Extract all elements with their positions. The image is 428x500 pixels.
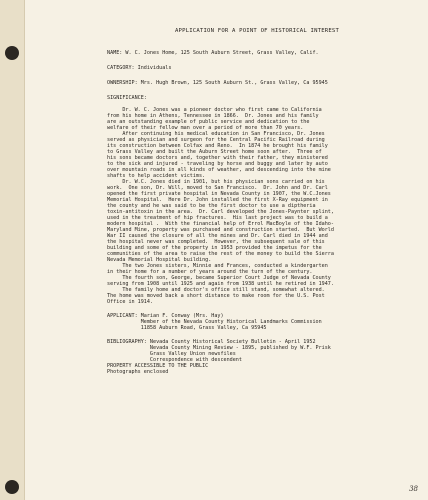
significance-line: opened the first private hospital in Nevada County in 1907, the W.C.Jones	[107, 191, 331, 197]
significance-line: his sons became doctors and, together with their father, they ministered	[107, 155, 328, 161]
significance-line: its construction between Colfax and Reno. In 1874 he brought his family	[107, 143, 328, 149]
photographs-note: Photographs enclosed	[107, 369, 169, 375]
applicant-line: APPLICANT: Marian F. Conway (Mrs. Hay)	[107, 313, 224, 319]
category-field: CATEGORY: Individuals	[107, 65, 172, 71]
significance-line: work. One son, Dr. Will, moved to San Francisco. Dr. John and Dr. Carl	[107, 185, 328, 191]
bibliography-line: Correspondence with descendent	[107, 357, 242, 363]
significance-line: The two Jones sisters, Minnie and Frances, conducted a kindergarten	[107, 263, 328, 269]
significance-line: shafts to help accident victims.	[107, 173, 206, 179]
name-field: NAME: W. C. Jones Home, 125 South Auburn Street, Grass Valley, Calif.	[107, 50, 319, 56]
significance-line: Nevada Memorial Hospital building.	[107, 257, 212, 263]
page-number: 38	[409, 485, 418, 493]
document-page	[25, 0, 428, 500]
significance-line: are an outstanding example of public service and dedication to the	[107, 119, 310, 125]
significance-line: modern hospital . With the financial help of Errol MacBoyle of the Idaho-	[107, 221, 334, 227]
significance-line: the hospital never was completed. However, the subsequent sale of this	[107, 239, 325, 245]
binder-strip	[0, 0, 25, 500]
ownership-field: OWNERSHIP: Mrs. Hugh Brown, 125 South Auburn St., Grass Valley, Ca 95945	[107, 80, 328, 86]
significance-line: Dr. W. C. Jones was a pioneer doctor who first came to California	[107, 107, 322, 113]
significance-line: in their home for a number of years around the turn of the century.	[107, 269, 313, 275]
significance-line: War II caused the closure of all the mines and Dr. Carl died in 1944 and	[107, 233, 328, 239]
significance-line: The home was moved back a short distance to make room for the U.S. Post	[107, 293, 325, 299]
bibliography-section	[107, 339, 407, 363]
applicant-line: Member of the Nevada County Historical Landmarks Commission	[107, 319, 322, 325]
significance-line: the county and he was said to be the first doctor to use a diptheria	[107, 203, 316, 209]
applicant-section	[107, 313, 407, 331]
significance-line: serving from 1908 until 1925 and again from 1938 until he retired in 1947.	[107, 281, 334, 287]
significance-line: Maryland Mine, property was purchased and construction started. But World	[107, 227, 334, 233]
binder-hole	[5, 46, 19, 60]
significance-line: to Grass Valley and built the Auburn Street home soon after. Three of	[107, 149, 322, 155]
significance-line: from his home in Athens, Tennessee in 1866. Dr. Jones and his family	[107, 113, 319, 119]
significance-line: served as physician and surgeon for the Central Pacific Railroad during	[107, 137, 325, 143]
significance-heading: SIGNIFICANCE:	[107, 95, 147, 101]
significance-line: toxin-antitoxin in the area. Dr. Carl developed the Jones-Paynter splint,	[107, 209, 334, 215]
significance-line: building and some of the property in 1953 provided the impetus for the	[107, 245, 322, 251]
significance-line: used in the treatment of hip fractures. His last project was to build a	[107, 215, 328, 221]
significance-line: communities of the area to raise the rest of the money to build the Sierra	[107, 251, 334, 257]
binder-hole	[5, 480, 19, 494]
significance-line: to the sick and injured - traveling by horse and buggy and later by auto	[107, 161, 328, 167]
bibliography-line: BIBLIOGRAPHY: Nevada County Historical Society Bulletin - April 1952	[107, 339, 316, 345]
significance-line: The fourth son, George, became Superior Court Judge of Nevada County	[107, 275, 331, 281]
document-title: APPLICATION FOR A POINT OF HISTORICAL INTEREST	[174, 28, 340, 34]
application-form	[107, 28, 407, 375]
significance-line: Office in 1914.	[107, 299, 154, 305]
significance-line: Dr. W.C. Jones died in 1901, but his physician sons carried on his	[107, 179, 325, 185]
significance-line: welfare of their fellow man over a period of more than 70 years.	[107, 125, 304, 131]
significance-line: After continuing his medical education in San Francisco, Dr. Jones	[107, 131, 325, 137]
significance-line: over mountain roads in all kinds of weather, and descending into the mine	[107, 167, 331, 173]
bibliography-line: Grass Valley Union newsfiles	[107, 351, 236, 357]
bibliography-line: Nevada County Mining Review - 1895, published by W.F. Prisk	[107, 345, 331, 351]
accessible-note: PROPERTY ACCESSIBLE TO THE PUBLIC	[107, 363, 209, 369]
significance-line: The family home and doctor's office still stand, somewhat altered.	[107, 287, 325, 293]
significance-line: Memorial Hospital. Here Dr. John installed the first X-Ray equipment in	[107, 197, 328, 203]
applicant-line: 11858 Auburn Road, Grass Valley, Ca 95945	[107, 325, 267, 331]
significance-text	[107, 107, 407, 305]
